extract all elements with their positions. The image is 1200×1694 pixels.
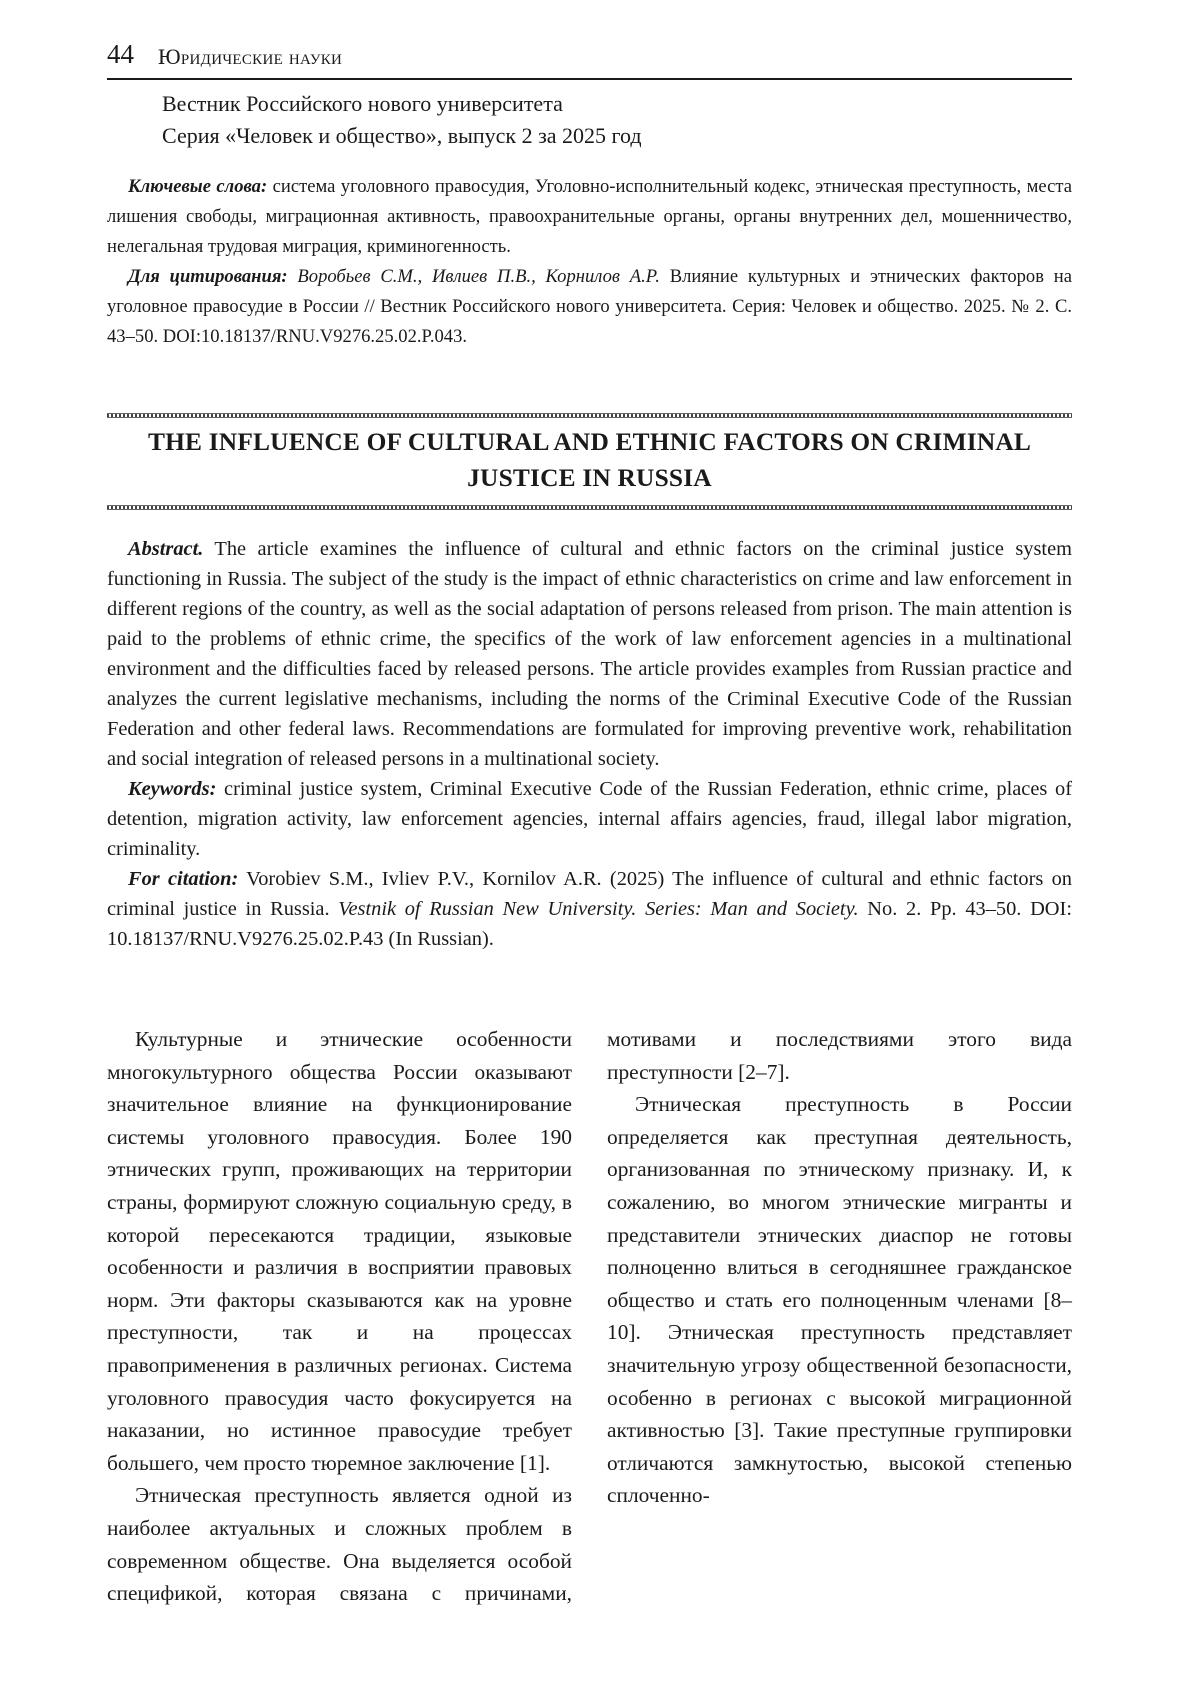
en-citation-text: Vorobiev S.M., Ivliev P.V., Kornilov A.R. (2025) The influence of cultural and ethnic factors on criminal justice in Russia.	[107, 868, 1072, 920]
journal-title: Вестник Российского нового университета	[162, 91, 563, 116]
ru-keywords	[107, 172, 1072, 262]
en-abstract-label: Abstract.	[128, 538, 204, 560]
section-name: Юридические науки	[158, 44, 343, 69]
en-abstract	[107, 534, 1072, 774]
ru-citation-label: Для цитирования:	[128, 266, 288, 287]
body-paragraph: Культурные и этнические особенности многокультурного общества России оказывают значительное влияние на функционирование системы уголовного правосудия. Более 190 этнических групп, проживающих на территории страны, формируют сложную социальную среду, в которой пересекаются традиции, языковые особенности и различия в восприятии правовых норм. Эти факторы сказываются как на уровне преступности, так и на процессах правоприменения в различных регионах. Система уголовного правосудия часто фокусируется на наказании, но истинное правосудие требует большего, чем просто тюремное заключение [1].	[107, 1027, 572, 1475]
ru-keywords-text: система уголовного правосудия, Уголовно-исполнительный кодекс, этническая преступность, места лишения свободы, миграционная активность, правоохранительные органы, органы внутренних дел, мошенничество, нелегальная трудовая миграция, криминогенность.	[107, 176, 1072, 257]
russian-metadata	[107, 172, 1072, 352]
en-abstract-text: The article examines the influence of cultural and ethnic factors on the criminal justice system functioning in Russia. The subject of the study is the impact of ethnic characteristics on crime and law enforcement in different regions of the country, as well as the social adaptation of persons released from prison. The main attention is paid to the problems of ethnic crime, the specifics of the work of law enforcement agencies in a multinational environment and the difficulties faced by released persons. The article provides examples from Russian practice and analyzes the current legislative mechanisms, including the norms of the Criminal Executive Code of the Russian Federation and other federal laws. Recommendations are formulated for improving preventive work, rehabilitation and social integration of released persons in a multinational society.	[107, 538, 1072, 770]
body-paragraph: Этническая преступность является одной из наиболее актуальных и сложных проблем в современном обществе. Она выделяется особой спецификой, которая связана с причинами, мотивами и последствиями этого вида преступности [2–7].	[107, 1027, 1072, 1606]
english-abstract-block	[107, 534, 1072, 954]
journal-info	[162, 88, 1062, 152]
en-keywords	[107, 774, 1072, 864]
ru-keywords-label: Ключевые слова:	[128, 176, 268, 197]
ru-citation-authors: Воробьев С.М., Ивлиев П.В., Корнилов А.Р.	[287, 266, 660, 287]
en-citation	[107, 864, 1072, 954]
body-paragraph: Этническая преступность в России определяется как преступная деятельность, организованная по этническому признаку. И, к сожалению, во многом этнические мигранты и представители этнических диаспор не готовы полноценно влиться в сегодняшнее гражданское общество и стать его полноценным членами [8–10]. Этническая преступность представляет значительную угрозу общественной безопасности, особенно в регионах с высокой миграционной активностью [3]. Такие преступные группировки отличаются замкнутостью, высокой степенью сплоченно-	[607, 1092, 1072, 1508]
title-rule-top	[107, 413, 1072, 418]
en-citation-label: For citation:	[128, 868, 239, 890]
english-title: THE INFLUENCE OF CULTURAL AND ETHNIC FACTORS ON CRIMINAL JUSTICE IN RUSSIA	[147, 428, 1032, 492]
journal-series: Серия «Человек и общество», выпуск 2 за 2025 год	[162, 123, 642, 148]
page-number: 44	[107, 39, 134, 69]
en-keywords-label: Keywords:	[128, 778, 217, 800]
article-body	[107, 1023, 1072, 1643]
en-keywords-text: criminal justice system, Criminal Executive Code of the Russian Federation, ethnic crime, places of detention, migration activity, law enforcement agencies, internal affairs agencies, fraud, illegal labor migration, criminality.	[107, 778, 1072, 860]
ru-citation	[107, 262, 1072, 352]
en-citation-tail: No. 2. Pp. 43–50. DOI: 10.18137/RNU.V9276.25.02.P.43 (In Russian).	[107, 898, 1072, 950]
title-rule-bottom	[107, 505, 1072, 510]
running-header	[107, 30, 1072, 80]
en-citation-journal: Vestnik of Russian New University. Series: Man and Society.	[338, 898, 859, 920]
ru-citation-text: Влияние культурных и этнических факторов на уголовное правосудие в России // Вестник Российского нового университета. Серия: Человек и общество. 2025. № 2. С. 43–50. DOI:10.18137/RNU.V9276.25.02.P.043.	[107, 266, 1072, 347]
